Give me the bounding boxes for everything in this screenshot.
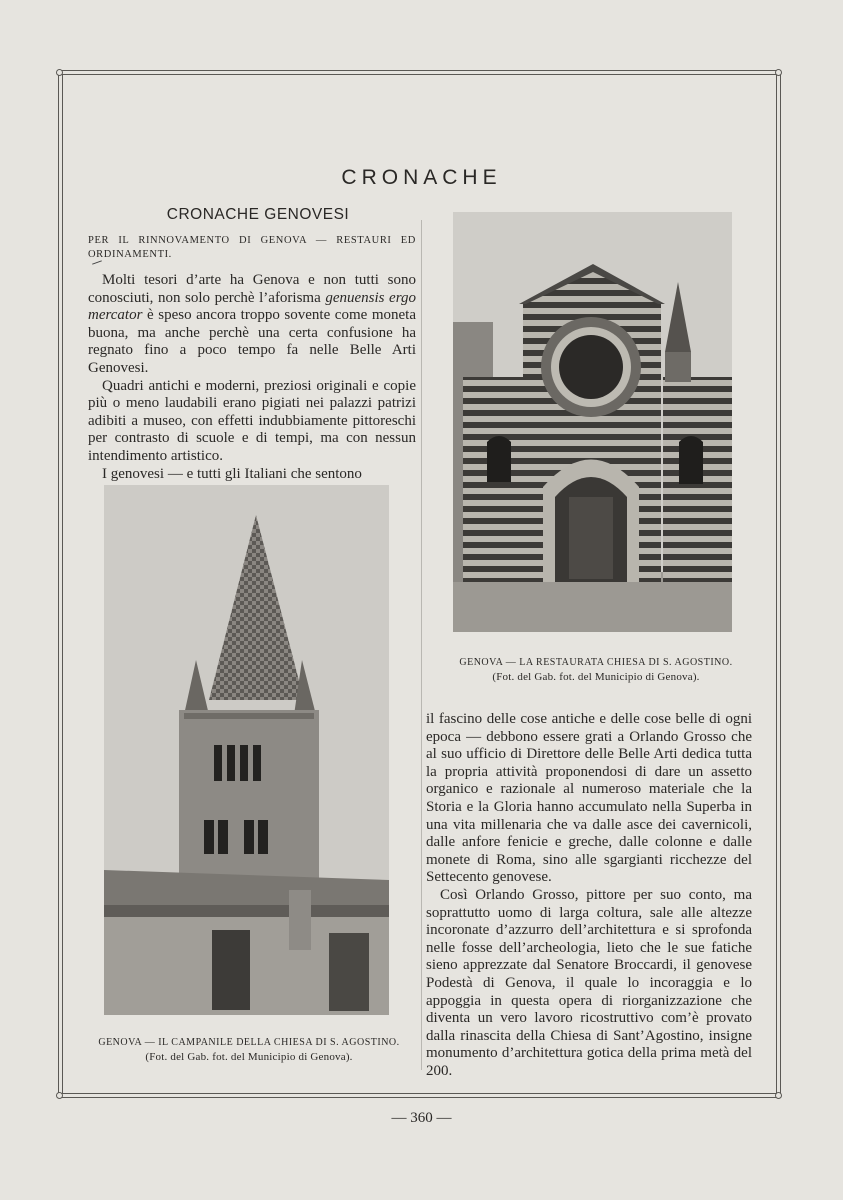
column-divider	[421, 220, 422, 1070]
paragraph: Molti tesori d’arte ha Genova e non tutti sono conosciuti, non solo perchè l’aforisma genuensis ergo mercator è speso ancora troppo sovente come moneta buona, ma anche perchè una certa confusione ha regnato fino a poco tempo fa nelle Belle Arti Genovesi.	[88, 272, 416, 376]
caption-tower	[84, 1035, 414, 1065]
frame-left-rule	[58, 74, 63, 1094]
caption-church	[440, 655, 752, 685]
frame-corner-ornament	[775, 1092, 782, 1099]
frame-corner-ornament	[56, 1092, 63, 1099]
frame-bottom-rule	[62, 1093, 776, 1098]
caption-church-title: GENOVA — LA RESTAURATA CHIESA DI S. AGOSTINO.	[459, 657, 733, 668]
caption-tower-title: GENOVA — IL CAMPANILE DELLA CHIESA DI S. AGOSTINO.	[98, 1037, 400, 1048]
right-column-text	[426, 711, 752, 1080]
photo-church-sant-agostino	[453, 212, 732, 632]
frame-corner-ornament	[56, 69, 63, 76]
section-title: CRONACHE	[341, 166, 502, 190]
article-subhead: PER IL RINNOVAMENTO DI GENOVA — RESTAURI ED ORDINAMENTI.	[88, 235, 416, 260]
latin-aphorism: genuensis ergo mercator	[88, 289, 416, 324]
paragraph: I genovesi — e tutti gli Italiani che sentono	[102, 465, 362, 482]
paragraph: Quadri antichi e moderni, preziosi originali e copie più o meno laudabili erano pigiati nei palazzi patrizi adibiti a museo, con effetti indubbiamente pittoreschi per contrasto di scuole e di tempi, ma con nessun intendimento artistico.	[88, 377, 416, 464]
caption-tower-credit: (Fot. del Gab. fot. del Municipio di Genova).	[145, 1051, 353, 1063]
left-column-text	[88, 272, 416, 483]
frame-top-rule	[62, 70, 776, 75]
photo-campanile-sant-agostino	[104, 485, 389, 1015]
frame-corner-ornament	[775, 69, 782, 76]
frame-right-rule	[776, 74, 781, 1094]
page-number: — 360 —	[391, 1110, 452, 1126]
caption-church-credit: (Fot. del Gab. fot. del Municipio di Genova).	[492, 671, 700, 683]
paragraph: il fascino delle cose antiche e delle cose belle di ogni epoca — debbono essere grati a Orlando Grosso che al suo ufficio di Direttore delle Belle Arti dedica tutta la propria attività proponendosi di dare un assetto organico e razionale al numeroso materiale che la Storia e la Gloria hanno accumulato nella Superba in una vita millenaria che va dalle asce dei cavernicoli, dalle anfore fenicie e greche, dalle colonne e dalle monete di Roma, sino alle sgargianti ricchezze del Settecento genovese.	[426, 711, 752, 886]
paragraph: Così Orlando Grosso, pittore per suo conto, ma soprattutto uomo di larga coltura, sale alle altezze incoronate d’azzurro dell’architettura e si sprofonda nelle fosse dell’archeologia, lieto che le sue fatiche sieno apprezzate dal Senatore Broccardi, il genovese Podestà di Genova, il quale lo incoraggia e lo appoggia in questa opera di riorganizzazione che diventa un vero lavoro ricostruttivo com’è provato dalla rinascita della Chiesa di Sant’Agostino, insigne monumento d’architettura gotica della prima metà del 200.	[426, 886, 752, 1079]
article-title: CRONACHE GENOVESI	[166, 206, 350, 223]
